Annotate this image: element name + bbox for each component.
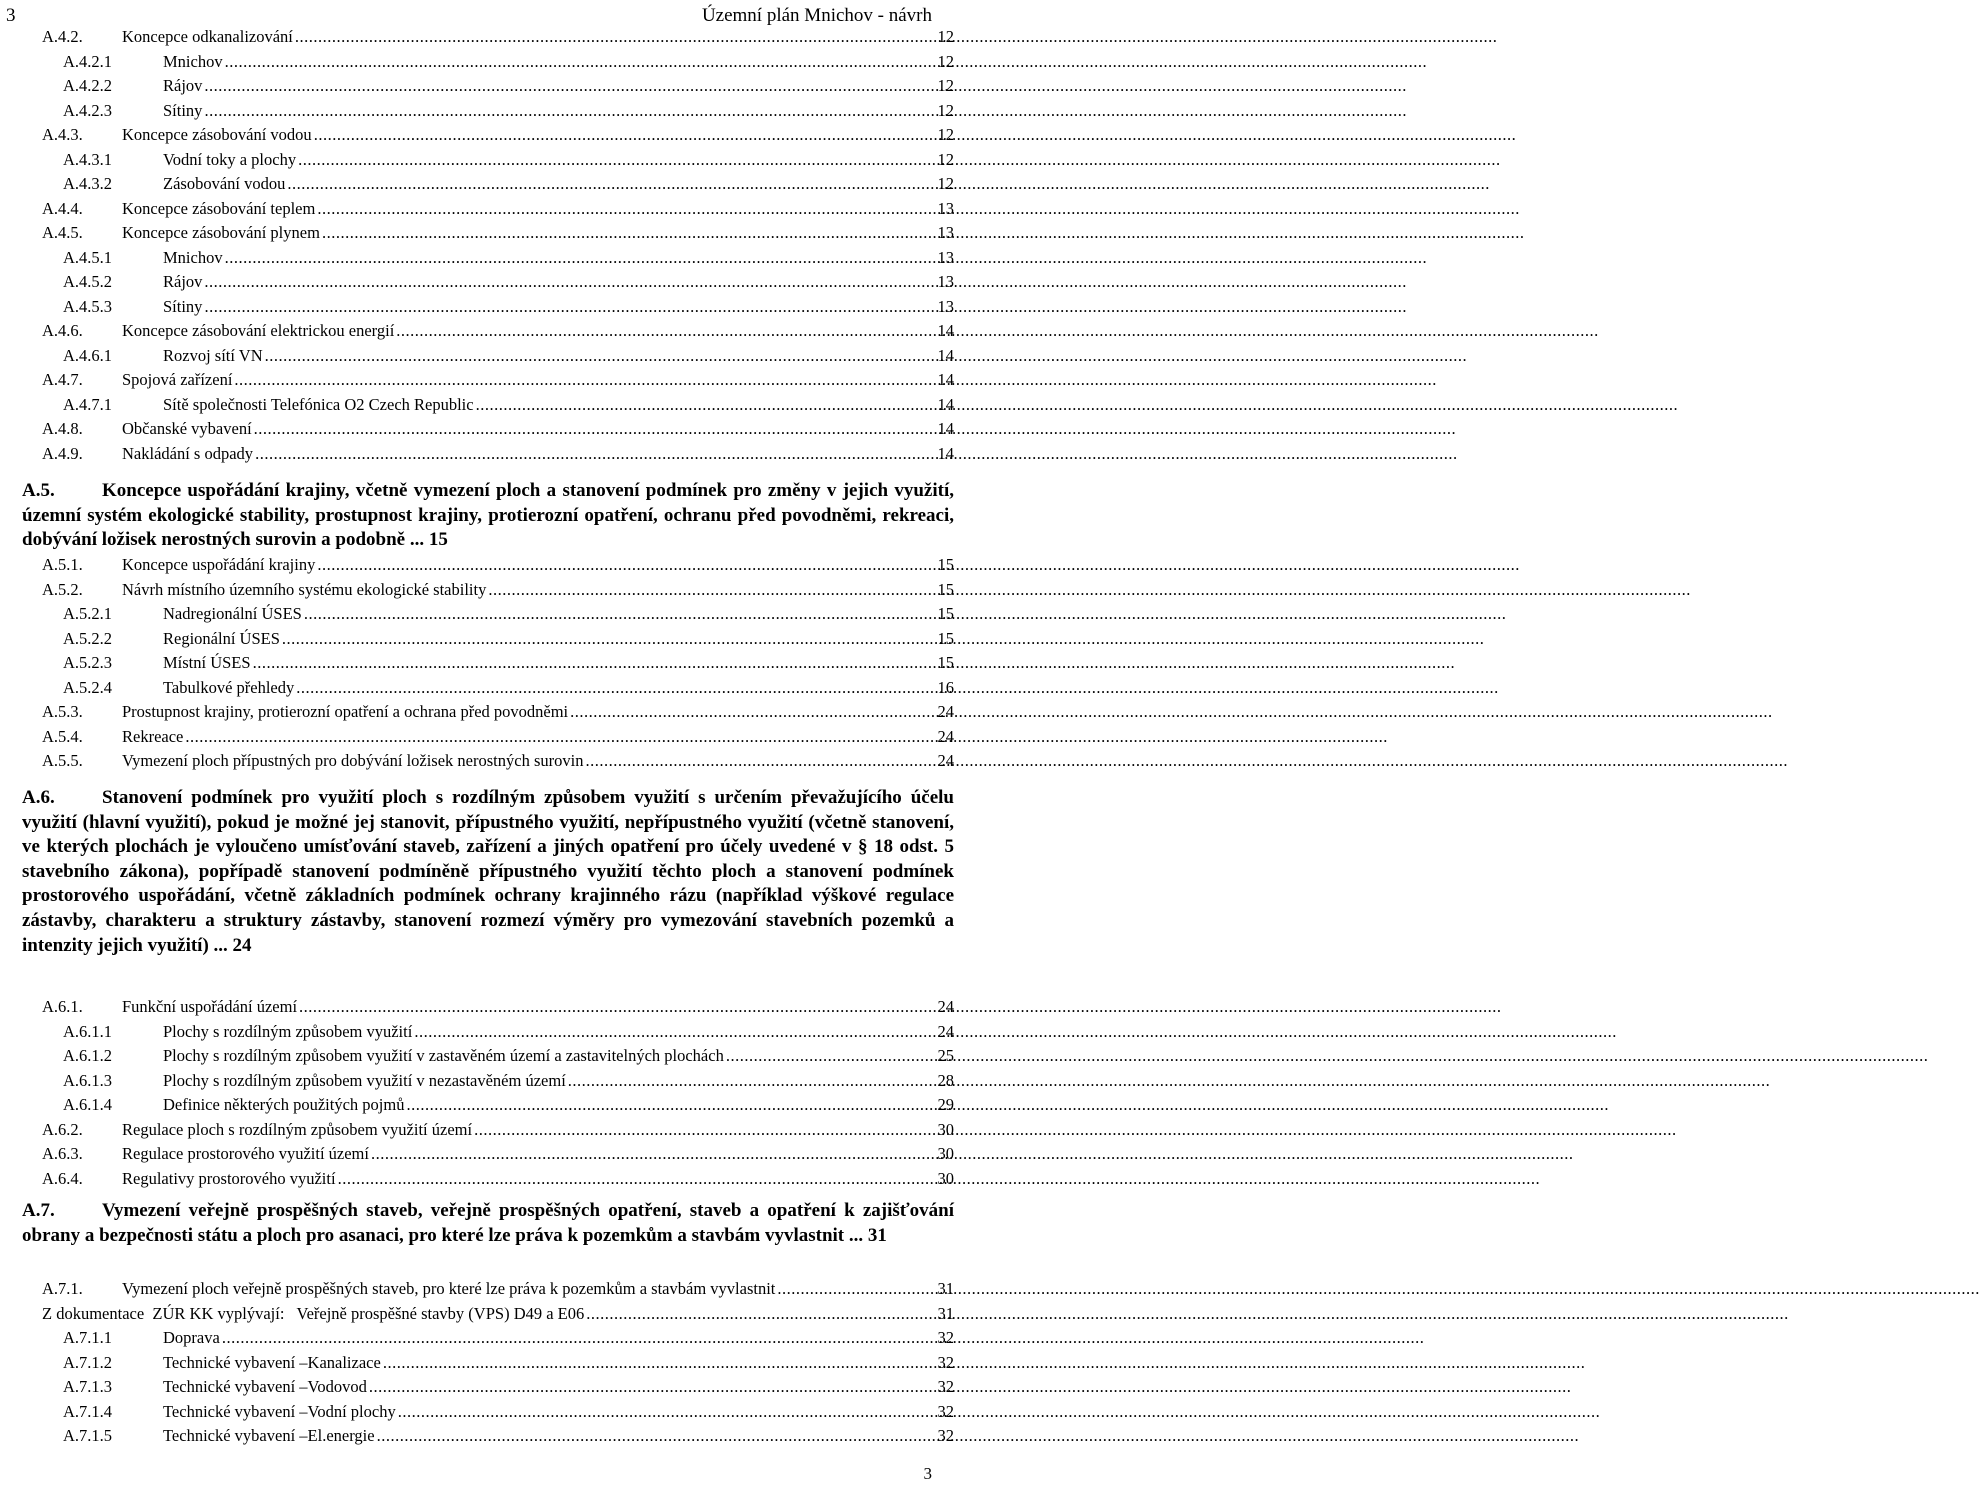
toc-entry-number: A.7.1.3 — [63, 1377, 113, 1396]
toc-entry[interactable] — [0, 604, 954, 626]
toc-entry-title: Koncepce odkanalizování — [122, 27, 293, 46]
toc-entry[interactable] — [0, 751, 954, 773]
toc-entry-page: 16 — [937, 677, 954, 697]
toc-entry-title: Regulace prostorového využití území — [122, 1144, 369, 1163]
toc-entry-title: Regulace ploch s rozdílným způsobem využití území — [122, 1119, 473, 1139]
toc-entry[interactable] — [0, 52, 954, 74]
toc-section-a7[interactable] — [22, 1199, 954, 1248]
toc-entry-page: 30 — [937, 1144, 954, 1163]
toc-entry-number: A.4.3. — [42, 125, 83, 144]
toc-leader-dots — [317, 199, 935, 219]
toc-entry-page: 30 — [937, 1168, 954, 1188]
toc-leader-dots — [296, 678, 935, 698]
toc-entry-number: A.4.2.2 — [63, 76, 113, 95]
toc-leader-dots — [777, 1279, 935, 1299]
toc-entry[interactable] — [0, 1377, 954, 1399]
toc-entry-page: 24 — [937, 997, 954, 1016]
section-title: Vymezení veřejně prospěšných staveb, veřejně prospěšných opatření, staveb a opatření k zajišťování obrany a bezpečnosti státu a ploch pro asanaci, pro které lze práva k pozemkům a stavbám vyvlastnit — [22, 1200, 954, 1246]
toc-entry-number: A.5.1. — [42, 555, 83, 574]
toc-entry-title: Vymezení ploch veřejně prospěšných staveb, pro které lze práva k pozemkům a stavbám vyvlastnit — [122, 1279, 776, 1298]
toc-entry[interactable] — [0, 702, 954, 724]
toc-leader-dots — [371, 1144, 936, 1164]
toc-leader-dots — [398, 1402, 936, 1422]
toc-leader-dots — [225, 248, 936, 268]
toc-entry-page: 14 — [937, 419, 954, 438]
toc-leader-dots — [414, 1022, 935, 1042]
toc-entry-page: 15 — [937, 555, 954, 574]
toc-entry-number: A.5.2.1 — [63, 604, 113, 623]
toc-entry-title: Rájov — [163, 272, 203, 291]
toc-entry[interactable] — [0, 395, 954, 417]
toc-leader-dots — [314, 125, 936, 145]
toc-section-a6[interactable] — [22, 786, 954, 958]
toc-entry-page: 12 — [937, 51, 954, 71]
toc-entry-title: Návrh místního územního systému ekologické stability — [122, 579, 487, 599]
section-number: A.5. — [22, 480, 55, 501]
toc-entry[interactable] — [0, 629, 954, 651]
toc-entry[interactable] — [0, 248, 954, 270]
toc-entry-page: 14 — [937, 443, 954, 463]
toc-entry[interactable] — [0, 174, 954, 196]
toc-entry-title: Nakládání s odpady — [122, 443, 254, 463]
toc-leader-dots — [586, 1304, 935, 1324]
toc-entry-number: A.6.1. — [42, 997, 83, 1016]
toc-entry-page: 12 — [937, 149, 954, 169]
toc-entry[interactable] — [0, 76, 954, 98]
toc-entry-title: Vymezení ploch přípustných pro dobývání ložisek nerostných surovin — [122, 751, 584, 770]
toc-entry[interactable] — [0, 1169, 954, 1191]
toc-entry-number: A.4.6. — [42, 321, 83, 340]
toc-entry-title: Technické vybavení –Vodovod — [163, 1377, 367, 1396]
toc-entry-page: 24 — [937, 1021, 954, 1041]
toc-entry-number: A.4.5.2 — [63, 272, 113, 291]
toc-entry[interactable] — [0, 101, 954, 123]
toc-leader-dots — [204, 101, 935, 121]
toc-entry-number: A.4.6.1 — [63, 345, 113, 365]
toc-leader-dots — [282, 629, 936, 649]
toc-entry-page: 29 — [937, 1095, 954, 1114]
toc-leader-dots — [338, 1169, 936, 1189]
toc-entry[interactable] — [0, 727, 954, 749]
toc-entry-number: A.4.7.1 — [63, 394, 113, 414]
toc-entry-page: 12 — [937, 27, 954, 46]
toc-entry-number: A.4.2.1 — [63, 51, 113, 71]
toc-leader-dots — [726, 1046, 936, 1066]
toc-leader-dots — [383, 1353, 936, 1373]
toc-leader-dots — [476, 395, 936, 415]
toc-entry[interactable] — [0, 1279, 954, 1301]
toc-entry-number: A.4.4. — [42, 198, 83, 218]
toc-entry-page: 14 — [937, 321, 954, 340]
toc-entry-title: Sítě společnosti Telefónica O2 Czech Republic — [163, 394, 474, 414]
toc-entry-number: A.5.2.2 — [63, 628, 113, 648]
toc-entry-page: 13 — [937, 272, 954, 291]
toc-entry-title: Mnichov — [163, 247, 223, 267]
section-number: A.7. — [22, 1200, 55, 1221]
toc-leader-dots — [204, 297, 935, 317]
section-title: Stanovení podmínek pro využití ploch s rozdílným způsobem využití s určením převažujícího účelu využití (hlavní využití), pokud je možné jej stanovit, přípustného využití, nepřípustného využití (včetně stanovení, ve kterých plochách je vyloučeno umísťování staveb, zařízení a jiných opatření pro účely uvedené v § 18 odst. 5 stavebního zákona), popřípadě stanovení podmíněně přípustného využití těchto ploch a stanovení podmínek prostorového uspořádání, včetně základních podmínek ochrany krajinného rázu (například výškové regulace zástavby, charakteru a struktury zástavby, stanovení rozmezí výměry pro vymezování stavebních pozemků a intenzity jejich využití) — [22, 787, 954, 956]
toc-entry-title: Nadregionální ÚSES — [163, 604, 302, 623]
toc-entry-page: 32 — [937, 1401, 954, 1421]
toc-entry-number: A.5.2.4 — [63, 677, 113, 697]
toc-entry-page: 32 — [937, 1352, 954, 1372]
toc-entry-number: A.6.4. — [42, 1168, 83, 1188]
footer-page-number: 3 — [923, 1464, 932, 1483]
section-page: ... 15 — [405, 529, 448, 550]
toc-entry-number: A.5.2.3 — [63, 653, 113, 672]
toc-entry-title: Tabulkové přehledy — [163, 677, 295, 697]
toc-entry-page: 32 — [937, 1328, 954, 1347]
toc-leader-dots — [185, 727, 935, 747]
toc-entry-title: Plochy s rozdílným způsobem využití — [163, 1021, 413, 1041]
toc-entry-page: 15 — [937, 628, 954, 648]
toc-entry[interactable] — [0, 555, 954, 577]
toc-entry-number: A.5.4. — [42, 726, 83, 746]
toc-entry-title: Občanské vybavení — [122, 419, 252, 438]
toc-entry-page: 15 — [937, 653, 954, 672]
toc-entry-page: 25 — [937, 1046, 954, 1065]
toc-entry-page: 14 — [937, 345, 954, 365]
toc-entry[interactable] — [0, 199, 954, 221]
toc-entry-number: A.4.5. — [42, 223, 83, 242]
toc-leader-dots — [298, 150, 935, 170]
toc-entry-title: Definice některých použitých pojmů — [163, 1095, 405, 1114]
toc-entry-page: 12 — [937, 76, 954, 95]
toc-entry-title: Regulativy prostorového využití — [122, 1168, 336, 1188]
toc-entry[interactable] — [0, 1071, 954, 1093]
toc-entry[interactable] — [0, 1120, 954, 1142]
toc-entry-number: A.7.1. — [42, 1279, 83, 1298]
toc-entry-page: 30 — [937, 1119, 954, 1139]
toc-entry-title: Technické vybavení –El.energie — [163, 1426, 375, 1445]
toc-entry[interactable] — [0, 678, 954, 700]
toc-entry-page: 15 — [937, 604, 954, 623]
section-number: A.6. — [22, 787, 55, 808]
toc-entry-page: 15 — [937, 579, 954, 599]
toc-entry-number: A.5.2. — [42, 579, 83, 599]
toc-entry-number: A.4.5.1 — [63, 247, 113, 267]
toc-entry-title: Funkční uspořádání území — [122, 997, 298, 1016]
toc-entry-number: A.6.3. — [42, 1144, 83, 1163]
toc-entry-number: A.6.1.4 — [63, 1095, 113, 1114]
toc-entry-title: Koncepce zásobování plynem — [122, 223, 320, 242]
toc-entry[interactable] — [0, 653, 954, 675]
toc-entry-title: Koncepce zásobování teplem — [122, 198, 316, 218]
toc-leader-dots — [222, 1328, 936, 1348]
toc-leader-dots — [322, 223, 936, 243]
toc-entry-page: 24 — [937, 726, 954, 746]
toc-entry-page: 13 — [937, 247, 954, 267]
section-title: Koncepce uspořádání krajiny, včetně vymezení ploch a stanovení podmínek pro změny v jejich využití, územní systém ekologické stability, prostupnost krajiny, protierozní opatření, ochranu před povodněmi, rekreaci, dobývání ložisek nerostných surovin a podobně — [22, 480, 954, 551]
toc-leader-dots — [377, 1426, 936, 1446]
toc-entry[interactable] — [0, 580, 954, 602]
toc-leader-dots — [568, 1071, 936, 1091]
toc-entry[interactable] — [0, 1304, 954, 1326]
toc-entry[interactable] — [0, 1328, 954, 1350]
header-document-title: Územní plán Mnichov - návrh — [701, 5, 932, 26]
toc-entry-page: 14 — [937, 370, 954, 389]
toc-entry[interactable] — [0, 297, 954, 319]
toc-leader-dots — [406, 1095, 935, 1115]
toc-entry-title: Z dokumentace ZÚR KK vyplývají: Veřejně prospěšné stavby (VPS) D49 a E06 — [42, 1303, 585, 1323]
toc-entry[interactable] — [0, 419, 954, 441]
toc-entry-number: A.4.3.1 — [63, 149, 113, 169]
toc-entry-page: 31 — [937, 1279, 954, 1298]
toc-entry-page: 32 — [937, 1426, 954, 1445]
section-page: ... 31 — [844, 1225, 887, 1246]
toc-entry-title: Rájov — [163, 76, 203, 95]
toc-entry-number: A.4.7. — [42, 370, 83, 389]
toc-leader-dots — [204, 76, 935, 96]
toc-leader-dots — [570, 702, 935, 722]
toc-entry-title: Technické vybavení –Kanalizace — [163, 1352, 381, 1372]
toc-leader-dots — [234, 370, 935, 390]
toc-entry[interactable] — [0, 346, 954, 368]
toc-leader-dots — [295, 27, 936, 47]
toc-entry-number: A.4.9. — [42, 443, 83, 463]
toc-entry-title: Plochy s rozdílným způsobem využití v nezastavěném území — [163, 1070, 566, 1090]
toc-leader-dots — [317, 555, 935, 575]
toc-entry[interactable] — [0, 27, 954, 49]
toc-entry-title: Vodní toky a plochy — [163, 149, 297, 169]
toc-entry-title: Místní ÚSES — [163, 653, 251, 672]
toc-entry-page: 13 — [937, 296, 954, 316]
toc-leader-dots — [585, 751, 935, 771]
toc-entry-number: A.4.3.2 — [63, 174, 113, 193]
toc-entry[interactable] — [0, 1426, 954, 1448]
toc-entry-title: Sítiny — [163, 296, 203, 316]
toc-entry-title: Mnichov — [163, 51, 223, 71]
toc-leader-dots — [369, 1377, 936, 1397]
toc-entry-number: A.4.5.3 — [63, 296, 113, 316]
toc-entry-number: A.4.2.3 — [63, 100, 113, 120]
toc-entry-page: 12 — [937, 174, 954, 193]
toc-entry[interactable] — [0, 272, 954, 294]
toc-leader-dots — [253, 653, 936, 673]
toc-entry-page: 13 — [937, 198, 954, 218]
toc-leader-dots — [255, 444, 935, 464]
toc-leader-dots — [396, 321, 935, 341]
toc-entry-number: A.7.1.5 — [63, 1426, 113, 1445]
toc-entry-title: Doprava — [163, 1328, 220, 1347]
toc-entry-title: Rekreace — [122, 726, 184, 746]
toc-leader-dots — [254, 419, 936, 439]
toc-entry[interactable] — [0, 150, 954, 172]
toc-entry-title: Zásobování vodou — [163, 174, 286, 193]
toc-entry-page: 32 — [937, 1377, 954, 1396]
toc-entry-page: 14 — [937, 394, 954, 414]
toc-entry[interactable] — [0, 223, 954, 245]
toc-entry-page: 31 — [937, 1303, 954, 1323]
toc-leader-dots — [474, 1120, 935, 1140]
toc-entry-page: 28 — [937, 1070, 954, 1090]
toc-entry[interactable] — [0, 321, 954, 343]
toc-leader-dots — [299, 997, 935, 1017]
toc-leader-dots — [488, 580, 935, 600]
toc-entry-title: Spojová zařízení — [122, 370, 233, 389]
toc-leader-dots — [265, 346, 936, 366]
toc-entry-number: A.5.3. — [42, 702, 83, 721]
toc-entry-title: Prostupnost krajiny, protierozní opatření a ochrana před povodněmi — [122, 702, 569, 721]
toc-entry-number: A.6.1.3 — [63, 1070, 113, 1090]
section-page: ... 24 — [209, 935, 252, 956]
toc-leader-dots — [287, 174, 935, 194]
toc-entry[interactable] — [0, 1046, 954, 1068]
toc-section-a5[interactable] — [22, 479, 954, 553]
toc-entry-title: Rozvoj sítí VN — [163, 345, 263, 365]
toc-entry-number: A.5.5. — [42, 751, 83, 770]
toc-entry-page: 24 — [937, 751, 954, 770]
toc-entry-number: A.4.2. — [42, 27, 83, 46]
toc-entry[interactable] — [0, 997, 954, 1019]
toc-entry-number: A.4.8. — [42, 419, 83, 438]
toc-entry[interactable] — [0, 1402, 954, 1424]
toc-entry-number: A.7.1.4 — [63, 1401, 113, 1421]
header-page-number: 3 — [6, 5, 16, 26]
toc-entry[interactable] — [0, 1022, 954, 1044]
toc-entry[interactable] — [0, 1095, 954, 1117]
toc-entry[interactable] — [0, 1144, 954, 1166]
toc-leader-dots — [204, 272, 935, 292]
toc-leader-dots — [225, 52, 936, 72]
toc-entry-title: Koncepce zásobování vodou — [122, 125, 312, 144]
toc-entry-page: 13 — [937, 223, 954, 242]
toc-entry-page: 12 — [937, 125, 954, 144]
toc-entry[interactable] — [0, 125, 954, 147]
toc-entry-title: Technické vybavení –Vodní plochy — [163, 1401, 396, 1421]
toc-entry[interactable] — [0, 444, 954, 466]
toc-entry-title: Koncepce uspořádání krajiny — [122, 555, 316, 574]
toc-entry-number: A.7.1.1 — [63, 1328, 113, 1347]
toc-entry-number: A.6.2. — [42, 1119, 83, 1139]
toc-entry-title: Sítiny — [163, 100, 203, 120]
toc-entry-title: Koncepce zásobování elektrickou energií — [122, 321, 395, 340]
toc-entry-title: Regionální ÚSES — [163, 628, 280, 648]
toc-entry-number: A.6.1.1 — [63, 1021, 113, 1041]
toc-entry-title: Plochy s rozdílným způsobem využití v zastavěném území a zastavitelných plochách — [163, 1046, 724, 1065]
toc-entry-page: 24 — [937, 702, 954, 721]
toc-entry-page: 12 — [937, 100, 954, 120]
toc-leader-dots — [304, 604, 936, 624]
toc-entry-number: A.7.1.2 — [63, 1352, 113, 1372]
toc-entry[interactable] — [0, 1353, 954, 1375]
toc-entry-number: A.6.1.2 — [63, 1046, 113, 1065]
toc-entry[interactable] — [0, 370, 954, 392]
